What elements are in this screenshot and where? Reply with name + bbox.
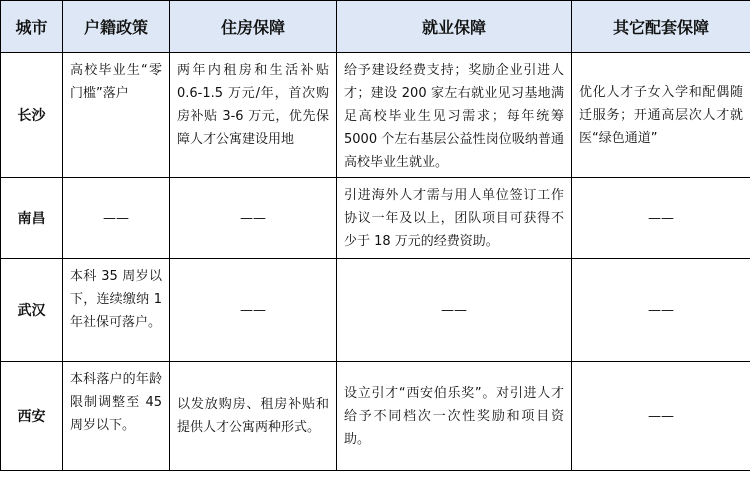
housing-cell: —— [170, 178, 337, 259]
other-cell: —— [572, 178, 750, 259]
employment-text: 引进海外人才需与用人单位签订工作协议一年及以上，团队项目可获得不少于 18 万元的经费资助。 [344, 188, 564, 249]
hukou-cell [63, 362, 170, 471]
header-hukou: 户籍政策 [63, 1, 170, 53]
housing-text: 以发放购房、租房补贴和提供人才公寓两种形式。 [177, 397, 329, 435]
other-cell: —— [572, 362, 750, 471]
hukou-cell [63, 53, 170, 178]
header-city: 城市 [1, 1, 63, 53]
hukou-cell: —— [63, 178, 170, 259]
hukou-text: 高校毕业生“零门槛”落户 [70, 63, 162, 101]
header-other: 其它配套保障 [572, 1, 750, 53]
employment-cell: —— [337, 259, 572, 362]
employment-cell [337, 178, 572, 259]
city-cell: 长沙 [1, 53, 63, 178]
hukou-cell [63, 259, 170, 362]
table-row-xian [1, 362, 750, 471]
table-row-changsha [1, 53, 750, 178]
header-employment: 就业保障 [337, 1, 572, 53]
city-cell: 南昌 [1, 178, 63, 259]
city-cell: 武汉 [1, 259, 63, 362]
housing-cell [170, 53, 337, 178]
header-row [1, 1, 750, 53]
employment-cell [337, 53, 572, 178]
city-cell: 西安 [1, 362, 63, 471]
employment-text: 给予建设经费支持；奖励企业引进人才；建设 200 家左右就业见习基地满足高校毕业生见习需求；每年统筹 5000 个左右基层公益性岗位吸纳普通高校毕业生就业。 [344, 63, 564, 170]
table-row-nanchang [1, 178, 750, 259]
employment-cell [337, 362, 572, 471]
housing-cell [170, 362, 337, 471]
hukou-text: 本科 35 周岁以下，连续缴纳 1 年社保可落户。 [70, 269, 162, 330]
other-cell: —— [572, 259, 750, 362]
housing-text: 两年内租房和生活补贴 0.6-1.5 万元/年，首次购房补贴 3-6 万元，优先保障人才公寓建设用地 [177, 63, 329, 147]
hukou-text: 本科落户的年龄限制调整至 45 周岁以下。 [70, 372, 162, 433]
other-text: 优化人才子女入学和配偶随迁服务；开通高层次人才就医“绿色通道” [579, 84, 743, 146]
table-row-wuhan [1, 259, 750, 362]
header-housing: 住房保障 [170, 1, 337, 53]
other-cell [572, 53, 750, 178]
employment-text: 设立引才“西安伯乐奖”。对引进人才给予不同档次一次性奖励和项目资助。 [344, 385, 564, 447]
housing-cell: —— [170, 259, 337, 362]
